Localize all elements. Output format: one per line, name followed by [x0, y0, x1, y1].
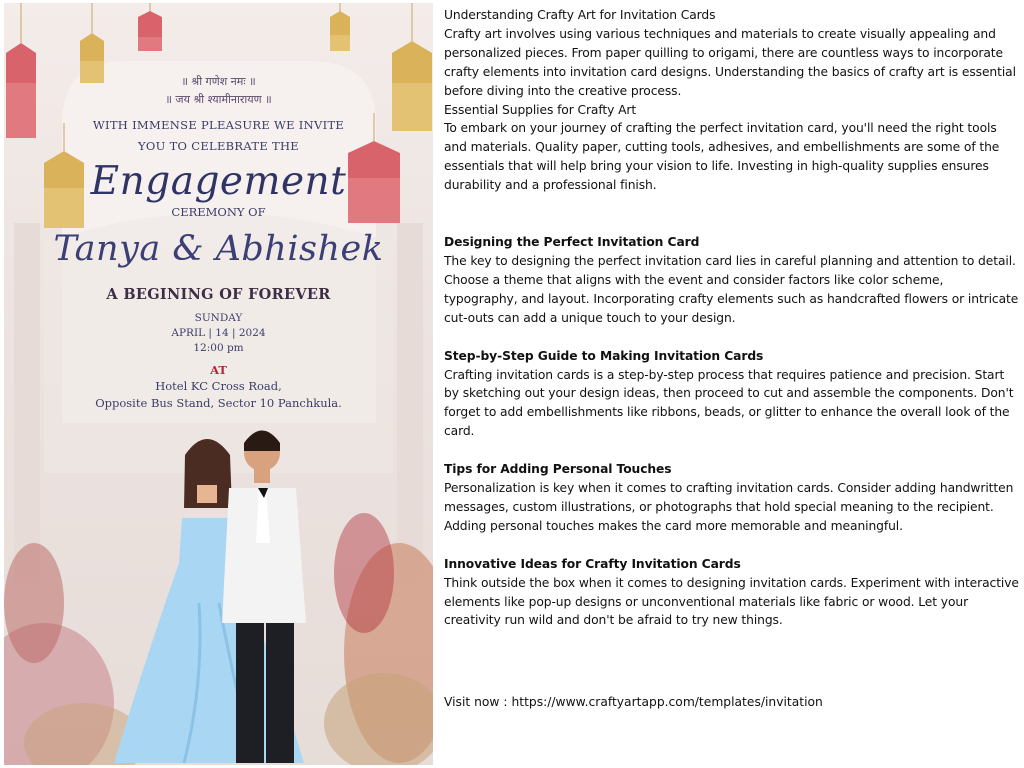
invitation-intro [4, 115, 433, 157]
venue-line-2: Opposite Bus Stand, Sector 10 Panchkula. [95, 396, 342, 410]
section-title: Essential Supplies for Crafty Art [444, 102, 637, 117]
lantern-icon [330, 3, 350, 51]
visit-line [444, 695, 823, 709]
tagline: A BEGINING OF FOREVER [106, 286, 331, 303]
lantern-icon [138, 3, 162, 51]
section-body: Crafting invitation cards is a step-by-step process that requires patience and precision. Start by sketching out your design ideas, then proceed to cut and assemble the components. Don't forget to add embellishments like ribbons, beads, or glitter to enhance the overall look of the card. [444, 367, 1014, 439]
ceremony-label: CEREMONY OF [171, 205, 266, 219]
blessing-line-1: ॥ श्री गणेश नमः ॥ [181, 75, 256, 88]
section-body: To embark on your journey of crafting the perfect invitation card, you'll need the right tools and materials. Quality paper, cutting tools, adhesives, and embellishments are some of the essentials that will help bring your vision to life. Investing in high-quality supplies ensures durability and a professional finish. [444, 121, 1000, 193]
event-title: Engagement [90, 159, 347, 204]
invitation-card-image [4, 3, 433, 765]
section-body: Crafty art involves using various techniques and materials to create visually appealing and personalized pieces. From paper quilling to origami, there are countless ways to incorporate crafty elements into invitation card designs. Understanding the basics of crafty art is essential before diving into the creative process. [444, 26, 1016, 98]
lantern-icon [80, 3, 104, 83]
section-title: Understanding Crafty Art for Invitation Cards [444, 8, 716, 22]
section-body: Personalization is key when it comes to crafting invitation cards. Consider adding handwritten messages, custom illustrations, or photographs that hold special meaning to the recipient. Adding personal touches makes the card more memorable and meaningful. [444, 481, 1014, 533]
section-title: Innovative Ideas for Crafty Invitation Cards [444, 556, 741, 571]
section-body: Think outside the box when it comes to designing invitation cards. Experiment with interactive elements like pop-up designs or unconventional materials like fabric or wood. Let your creativity run wild and don't be afraid to try new things. [444, 575, 1019, 628]
event-day: SUNDAY [194, 312, 243, 324]
section-title: Designing the Perfect Invitation Card [444, 235, 700, 250]
visit-label: Visit now : [444, 695, 508, 709]
invitation-blessing [4, 73, 433, 109]
intro-line-2: YOU TO CELEBRATE THE [138, 139, 299, 153]
section-body: The key to designing the perfect invitation card lies in careful planning and attention to detail. Choose a theme that aligns with the event and consider factors like color scheme, typography, and layout. Incorporating crafty elements such as handcrafted flowers or intricate cut-outs can add a unique touch to your design. [444, 253, 1019, 325]
couple-names: Tanya & Abhishek [53, 229, 384, 269]
section-title: Step-by-Step Guide to Making Invitation Cards [444, 348, 764, 363]
section-title: Tips for Adding Personal Touches [444, 462, 672, 477]
visit-link[interactable]: https://www.craftyartapp.com/templates/invitation [511, 695, 823, 709]
article [444, 6, 1020, 630]
blessing-line-2: ॥ जय श्री श्यामीनारायण ॥ [165, 93, 272, 106]
lantern-icon [392, 3, 432, 131]
venue-line-1: Hotel KC Cross Road, [155, 379, 282, 393]
event-time: 12:00 pm [193, 342, 244, 354]
event-date: APRIL | 14 | 2024 [171, 327, 266, 339]
intro-line-1: WITH IMMENSE PLEASURE WE INVITE [92, 118, 345, 132]
at-label: AT [210, 363, 227, 377]
